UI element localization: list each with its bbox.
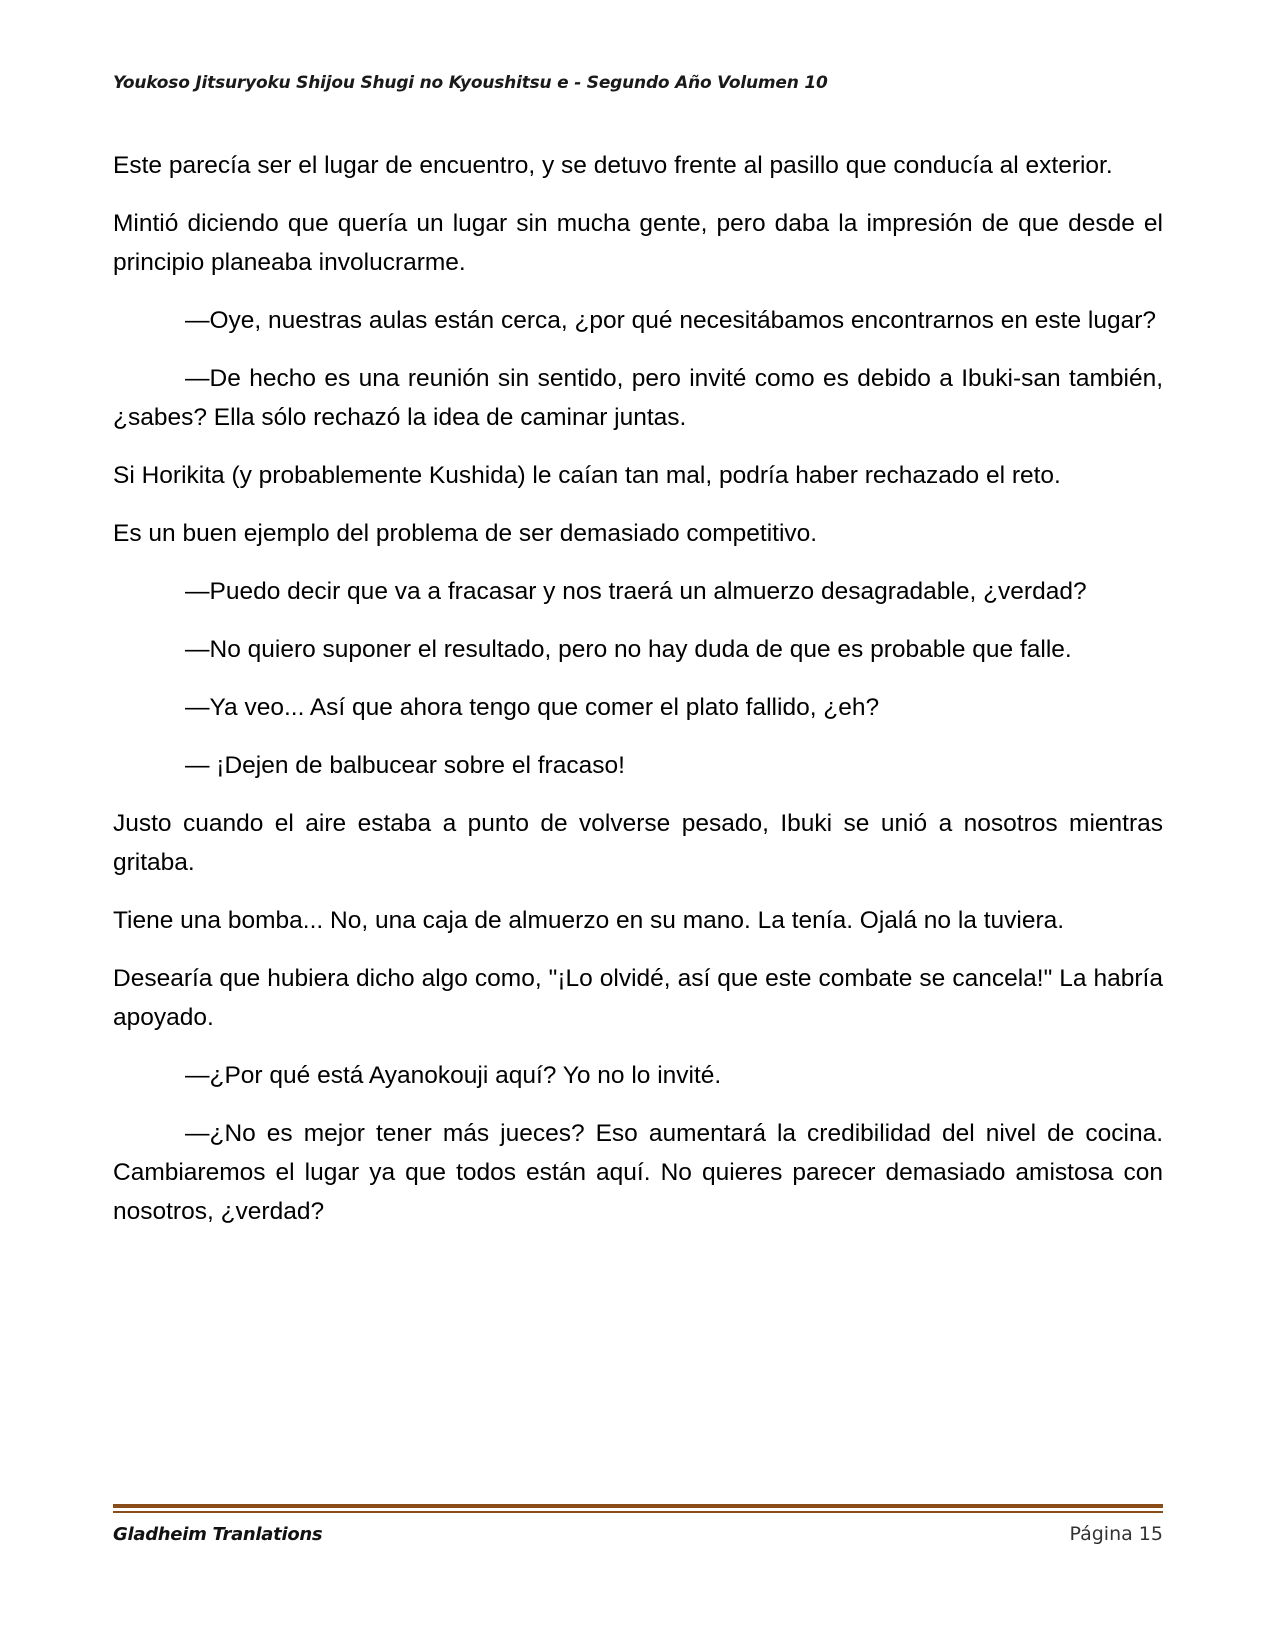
paragraph: Justo cuando el aire estaba a punto de volverse pesado, Ibuki se unió a nosotros mientras gritaba. xyxy=(113,810,1163,876)
dialogue-paragraph: —¿No es mejor tener más jueces? Eso aumentará la credibilidad del nivel de cocina. Cambiaremos el lugar ya que todos están aquí. No quieres parecer demasiado amistosa con nosotros, ¿verdad? xyxy=(113,1120,1163,1225)
document-body xyxy=(113,146,1163,1250)
paragraph: Este parecía ser el lugar de encuentro, y se detuvo frente al pasillo que conducía al exterior. xyxy=(113,152,1113,179)
dialogue-paragraph: —Oye, nuestras aulas están cerca, ¿por qué necesitábamos encontrarnos en este lugar? xyxy=(185,307,1157,334)
paragraph: Es un buen ejemplo del problema de ser demasiado competitivo. xyxy=(113,520,818,547)
dialogue-paragraph: —Ya veo... Así que ahora tengo que comer el plato fallido, ¿eh? xyxy=(185,694,880,721)
paragraph: Desearía que hubiera dicho algo como, "¡Lo olvidé, así que este combate se cancela!" La habría apoyado. xyxy=(113,965,1163,1031)
paragraph: Tiene una bomba... No, una caja de almuerzo en su mano. La tenía. Ojalá no la tuviera. xyxy=(113,907,1065,934)
footer-credit: Gladheim Tranlations xyxy=(113,1524,323,1545)
dialogue-paragraph: — ¡Dejen de balbucear sobre el fracaso! xyxy=(185,752,625,779)
paragraph: Si Horikita (y probablemente Kushida) le caían tan mal, podría haber rechazado el reto. xyxy=(113,462,1061,489)
dialogue-paragraph: —De hecho es una reunión sin sentido, pero invité como es debido a Ibuki-san también, ¿sabes? Ella sólo rechazó la idea de caminar juntas. xyxy=(113,365,1163,431)
page-header-title: Youkoso Jitsuryoku Shijou Shugi no Kyoushitsu e - Segundo Año Volumen 10 xyxy=(113,73,828,93)
footer-rule-thin xyxy=(113,1511,1163,1513)
dialogue-paragraph: —No quiero suponer el resultado, pero no hay duda de que es probable que falle. xyxy=(185,636,1072,663)
page-number: Página 15 xyxy=(1069,1523,1163,1545)
dialogue-paragraph: —Puedo decir que va a fracasar y nos traerá un almuerzo desagradable, ¿verdad? xyxy=(185,578,1087,605)
footer-rule-thick xyxy=(113,1504,1163,1508)
dialogue-paragraph: —¿Por qué está Ayanokouji aquí? Yo no lo invité. xyxy=(185,1062,722,1089)
paragraph: Mintió diciendo que quería un lugar sin mucha gente, pero daba la impresión de que desde el principio planeaba involucrarme. xyxy=(113,210,1163,276)
